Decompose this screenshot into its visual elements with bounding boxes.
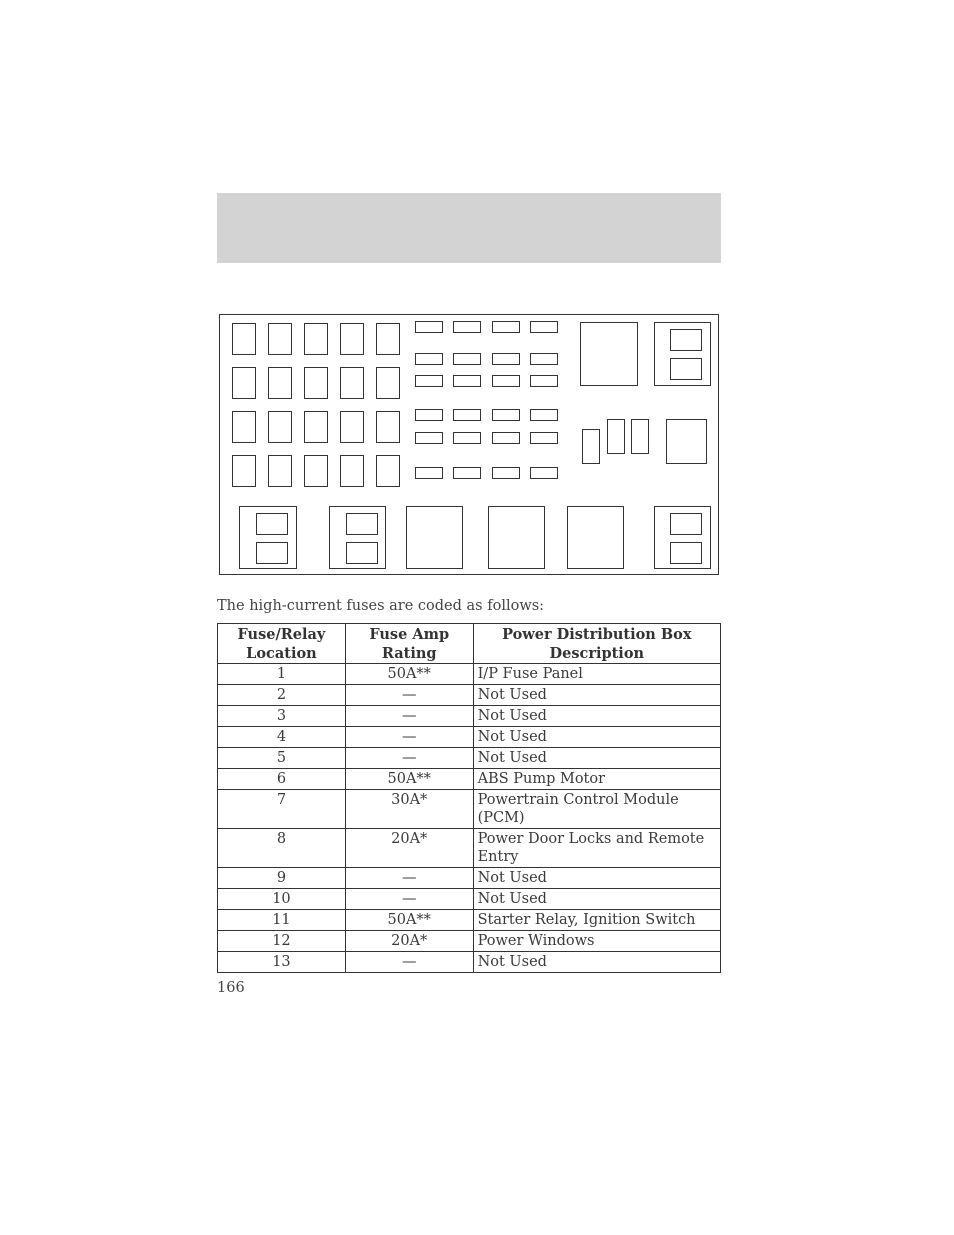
mini-fuse-slot bbox=[453, 432, 481, 444]
cell-location: 7 bbox=[218, 790, 346, 829]
maxi-fuse-slot bbox=[232, 411, 256, 443]
cell-description: Not Used bbox=[473, 868, 720, 889]
cell-description: Not Used bbox=[473, 889, 720, 910]
mini-fuse-slot bbox=[415, 375, 443, 387]
relay-slot bbox=[488, 506, 545, 569]
mini-fuse-slot bbox=[415, 409, 443, 421]
cell-location: 10 bbox=[218, 889, 346, 910]
mini-fuse-slot bbox=[530, 375, 558, 387]
maxi-fuse-slot bbox=[376, 323, 400, 355]
mini-fuse-slot bbox=[415, 432, 443, 444]
mini-fuse-slot bbox=[492, 353, 520, 365]
table-row bbox=[218, 748, 721, 769]
cell-description: Not Used bbox=[473, 952, 720, 973]
header-description bbox=[473, 624, 720, 664]
mini-fuse-slot bbox=[530, 467, 558, 479]
mini-fuse-slot bbox=[492, 375, 520, 387]
mini-fuse-slot bbox=[415, 321, 443, 333]
table-row bbox=[218, 889, 721, 910]
header-location-line2: Location bbox=[246, 645, 317, 662]
mini-fuse-slot bbox=[530, 409, 558, 421]
maxi-fuse-slot bbox=[232, 323, 256, 355]
page-number: 166 bbox=[217, 980, 245, 996]
cell-description: Starter Relay, Ignition Switch bbox=[473, 910, 720, 931]
maxi-fuse-slot bbox=[340, 323, 364, 355]
mini-fuse-slot bbox=[530, 432, 558, 444]
maxi-fuse-slot bbox=[340, 455, 364, 487]
header-description-line1: Power Distribution Box bbox=[502, 626, 692, 643]
section-header-band bbox=[217, 193, 721, 263]
relay-socket bbox=[346, 513, 378, 535]
mini-fuse-slot bbox=[453, 467, 481, 479]
cell-location: 13 bbox=[218, 952, 346, 973]
cell-rating: — bbox=[345, 952, 473, 973]
mini-fuse-slot bbox=[530, 353, 558, 365]
mini-fuse-slot bbox=[530, 321, 558, 333]
power-distribution-box-diagram bbox=[219, 314, 719, 575]
cell-rating: 30A* bbox=[345, 790, 473, 829]
table-row bbox=[218, 952, 721, 973]
maxi-fuse-slot bbox=[304, 367, 328, 399]
mini-fuse-slot bbox=[453, 375, 481, 387]
relay-socket bbox=[256, 513, 288, 535]
table-row bbox=[218, 769, 721, 790]
table-row bbox=[218, 727, 721, 748]
cell-location: 3 bbox=[218, 706, 346, 727]
cell-description: Not Used bbox=[473, 748, 720, 769]
cell-description: Not Used bbox=[473, 685, 720, 706]
small-fuse-slot bbox=[607, 419, 625, 454]
maxi-fuse-slot bbox=[268, 323, 292, 355]
maxi-fuse-slot bbox=[340, 367, 364, 399]
table-row bbox=[218, 910, 721, 931]
maxi-fuse-slot bbox=[232, 455, 256, 487]
cell-description: Powertrain Control Module (PCM) bbox=[473, 790, 720, 829]
header-rating bbox=[345, 624, 473, 664]
mini-fuse-slot bbox=[453, 353, 481, 365]
cell-rating: — bbox=[345, 706, 473, 727]
maxi-fuse-slot bbox=[268, 411, 292, 443]
cell-location: 12 bbox=[218, 931, 346, 952]
cell-location: 6 bbox=[218, 769, 346, 790]
cell-location: 5 bbox=[218, 748, 346, 769]
cell-rating: — bbox=[345, 748, 473, 769]
cell-location: 4 bbox=[218, 727, 346, 748]
relay-socket bbox=[670, 542, 702, 564]
cell-rating: 50A** bbox=[345, 664, 473, 685]
relay-socket bbox=[256, 542, 288, 564]
cell-description: Not Used bbox=[473, 727, 720, 748]
maxi-fuse-slot bbox=[268, 367, 292, 399]
cell-location: 11 bbox=[218, 910, 346, 931]
mini-fuse-slot bbox=[453, 409, 481, 421]
table-row bbox=[218, 706, 721, 727]
fuse-table bbox=[217, 623, 721, 973]
header-rating-line2: Rating bbox=[381, 645, 437, 662]
cell-description: I/P Fuse Panel bbox=[473, 664, 720, 685]
maxi-fuse-slot bbox=[376, 367, 400, 399]
relay-socket bbox=[670, 358, 702, 380]
mini-fuse-slot bbox=[453, 321, 481, 333]
mini-fuse-slot bbox=[492, 467, 520, 479]
table-row bbox=[218, 664, 721, 685]
cell-rating: — bbox=[345, 727, 473, 748]
cell-rating: 50A** bbox=[345, 769, 473, 790]
mini-fuse-slot bbox=[415, 353, 443, 365]
maxi-fuse-slot bbox=[268, 455, 292, 487]
relay-socket bbox=[346, 542, 378, 564]
maxi-fuse-slot bbox=[304, 411, 328, 443]
cell-description: ABS Pump Motor bbox=[473, 769, 720, 790]
mini-fuse-slot bbox=[492, 409, 520, 421]
cell-rating: — bbox=[345, 889, 473, 910]
mini-fuse-slot bbox=[492, 321, 520, 333]
table-row bbox=[218, 685, 721, 706]
small-fuse-slot bbox=[582, 429, 600, 464]
cell-location: 8 bbox=[218, 829, 346, 868]
cell-rating: 50A** bbox=[345, 910, 473, 931]
relay-slot bbox=[580, 322, 638, 386]
table-header-row bbox=[218, 624, 721, 664]
maxi-fuse-slot bbox=[376, 411, 400, 443]
table-row bbox=[218, 931, 721, 952]
maxi-fuse-slot bbox=[232, 367, 256, 399]
header-description-line2: Description bbox=[549, 645, 645, 662]
cell-description: Not Used bbox=[473, 706, 720, 727]
cell-rating: 20A* bbox=[345, 829, 473, 868]
maxi-fuse-slot bbox=[304, 455, 328, 487]
relay-slot bbox=[406, 506, 463, 569]
table-row bbox=[218, 868, 721, 889]
cell-rating: — bbox=[345, 868, 473, 889]
table-row bbox=[218, 790, 721, 829]
cell-location: 2 bbox=[218, 685, 346, 706]
cell-location: 1 bbox=[218, 664, 346, 685]
relay-socket bbox=[670, 513, 702, 535]
table-row bbox=[218, 829, 721, 868]
intro-text: The high-current fuses are coded as follows: bbox=[217, 598, 545, 614]
header-location-line1: Fuse/Relay bbox=[237, 626, 326, 643]
maxi-fuse-slot bbox=[304, 323, 328, 355]
cell-description: Power Windows bbox=[473, 931, 720, 952]
cell-rating: 20A* bbox=[345, 931, 473, 952]
mini-fuse-slot bbox=[492, 432, 520, 444]
cell-rating: — bbox=[345, 685, 473, 706]
relay-slot bbox=[567, 506, 624, 569]
header-rating-line1: Fuse Amp bbox=[369, 626, 450, 643]
mini-fuse-slot bbox=[415, 467, 443, 479]
small-fuse-slot bbox=[631, 419, 649, 454]
maxi-fuse-slot bbox=[340, 411, 364, 443]
relay-slot bbox=[666, 419, 707, 464]
relay-socket bbox=[670, 329, 702, 351]
maxi-fuse-slot bbox=[376, 455, 400, 487]
cell-description: Power Door Locks and Remote Entry bbox=[473, 829, 720, 868]
header-location bbox=[218, 624, 346, 664]
cell-location: 9 bbox=[218, 868, 346, 889]
